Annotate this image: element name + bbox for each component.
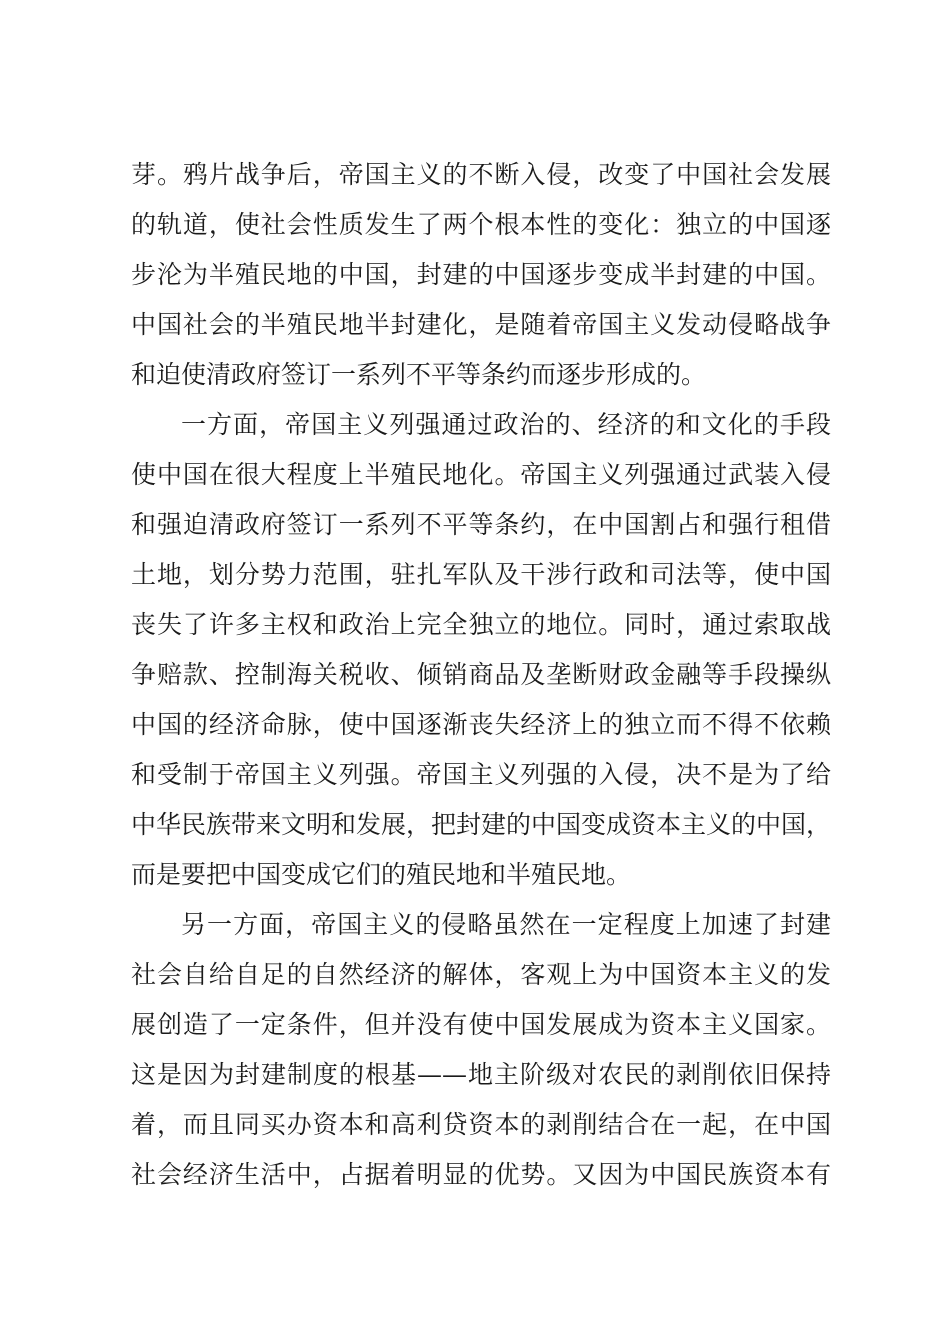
text-line: 展创造了一定条件，但并没有使中国发展成为资本主义国家。 bbox=[131, 1010, 831, 1039]
text-line: 芽。鸦片战争后，帝国主义的不断入侵，改变了中国社会发展 bbox=[131, 160, 831, 189]
text-line: 和受制于帝国主义列强。帝国主义列强的入侵，决不是为了给 bbox=[131, 760, 831, 789]
text-line: 这是因为封建制度的根基——地主阶级对农民的剥削依旧保持 bbox=[131, 1060, 831, 1089]
text-line: 着，而且同买办资本和高利贷资本的剥削结合在一起，在中国 bbox=[131, 1110, 831, 1139]
text-line: 中国社会的半殖民地半封建化，是随着帝国主义发动侵略战争 bbox=[131, 310, 831, 339]
paragraph-first-line: 一方面，帝国主义列强通过政治的、经济的和文化的手段 bbox=[181, 410, 831, 439]
text-line: 社会自给自足的自然经济的解体，客观上为中国资本主义的发 bbox=[131, 960, 831, 989]
text-line: 使中国在很大程度上半殖民地化。帝国主义列强通过武装入侵 bbox=[131, 460, 831, 489]
text-line: 的轨道，使社会性质发生了两个根本性的变化：独立的中国逐 bbox=[131, 210, 831, 239]
text-line: 丧失了许多主权和政治上完全独立的地位。同时，通过索取战 bbox=[131, 610, 831, 639]
text-line: 社会经济生活中，占据着明显的优势。又因为中国民族资本有 bbox=[131, 1160, 831, 1189]
text-line: 中国的经济命脉，使中国逐渐丧失经济上的独立而不得不依赖 bbox=[131, 710, 831, 739]
text-line: 和强迫清政府签订一系列不平等条约，在中国割占和强行租借 bbox=[131, 510, 831, 539]
paragraph-first-line: 另一方面，帝国主义的侵略虽然在一定程度上加速了封建 bbox=[181, 910, 831, 939]
text-line: 争赔款、控制海关税收、倾销商品及垄断财政金融等手段操纵 bbox=[131, 660, 831, 689]
text-line: 步沦为半殖民地的中国，封建的中国逐步变成半封建的中国。 bbox=[131, 260, 831, 289]
text-line: 而是要把中国变成它们的殖民地和半殖民地。 bbox=[131, 860, 632, 889]
text-line: 和迫使清政府签订一系列不平等条约而逐步形成的。 bbox=[131, 360, 707, 389]
document-body bbox=[131, 150, 831, 1200]
text-line: 土地，划分势力范围，驻扎军队及干涉行政和司法等，使中国 bbox=[131, 560, 831, 589]
text-line: 中华民族带来文明和发展，把封建的中国变成资本主义的中国， bbox=[131, 810, 832, 839]
